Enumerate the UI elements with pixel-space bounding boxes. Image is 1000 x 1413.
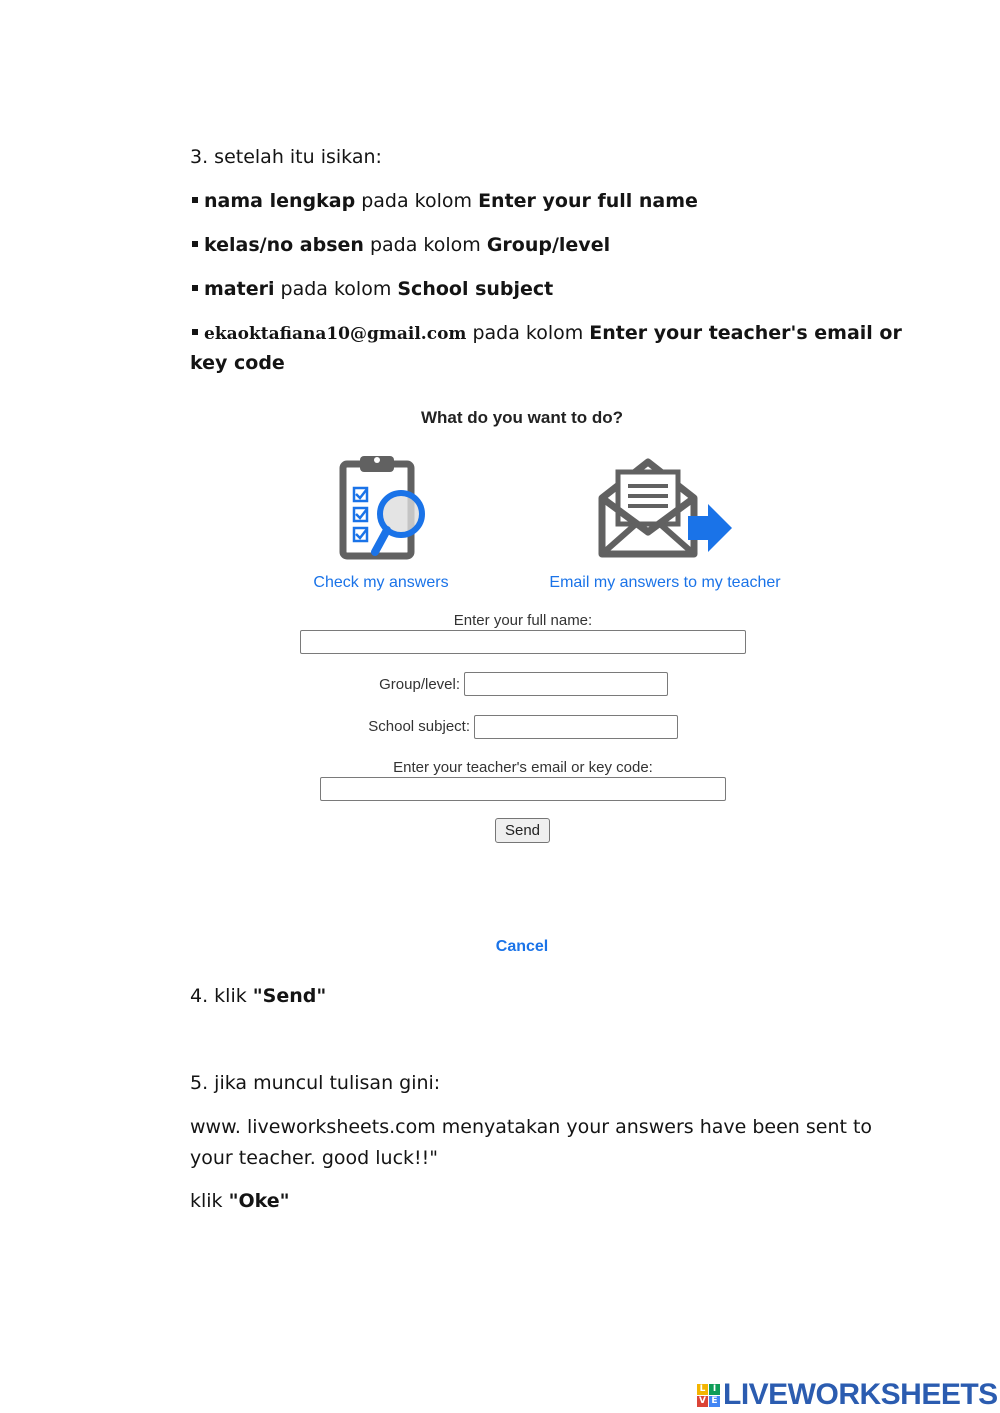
teacher-email-label: Enter your teacher's email or key code: <box>393 759 653 776</box>
group-level-label: Group/level: <box>379 676 460 693</box>
instruction-item-group: kelas/no absen pada kolom Group/level <box>192 230 610 260</box>
cancel-link[interactable]: Cancel <box>495 938 549 955</box>
instruction-item-email-cont: key code <box>190 352 285 374</box>
step4-text: 4. klik "Send" <box>190 985 327 1007</box>
teacher-email-input[interactable] <box>320 777 726 801</box>
logo-letter: I <box>709 1384 720 1395</box>
bullet <box>192 329 198 335</box>
step5-click-text: klik "Oke" <box>190 1190 290 1212</box>
check-my-answers-link[interactable]: Check my answers <box>313 574 449 591</box>
step5-message-line1: www. liveworksheets.com menyatakan your answers have been sent to <box>190 1116 873 1138</box>
send-button[interactable]: Send <box>495 818 550 843</box>
email-answers-link[interactable]: Email my answers to my teacher <box>549 574 781 591</box>
logo-text: LIVEWORKSHEETS <box>723 1378 998 1411</box>
instruction-item-email: ekaoktafiana10@gmail.com pada kolom Enter your teacher's email or <box>192 318 902 349</box>
instruction-item-fullname: nama lengkap pada kolom Enter your full name <box>192 186 698 216</box>
logo-letter: E <box>709 1396 720 1407</box>
clipboard-check-icon[interactable] <box>335 452 431 562</box>
logo-mark-icon <box>697 1384 720 1407</box>
instruction-item-subject: materi pada kolom School subject <box>192 274 553 304</box>
logo-letter: L <box>697 1384 708 1395</box>
school-subject-label: School subject: <box>368 718 470 735</box>
bullet <box>192 285 198 291</box>
full-name-input[interactable] <box>300 630 746 654</box>
step5-message-line2: your teacher. good luck!!" <box>190 1147 439 1169</box>
bullet <box>192 241 198 247</box>
full-name-label: Enter your full name: <box>453 612 593 629</box>
bullet <box>192 197 198 203</box>
form-heading: What do you want to do? <box>420 408 624 427</box>
liveworksheets-logo <box>697 1378 998 1412</box>
group-level-input[interactable] <box>464 672 668 696</box>
step5-intro: 5. jika muncul tulisan gini: <box>190 1072 441 1094</box>
email-send-icon[interactable] <box>596 452 736 562</box>
step3-intro: 3. setelah itu isikan: <box>190 146 382 168</box>
school-subject-input[interactable] <box>474 715 678 739</box>
logo-letter: V <box>697 1396 708 1407</box>
